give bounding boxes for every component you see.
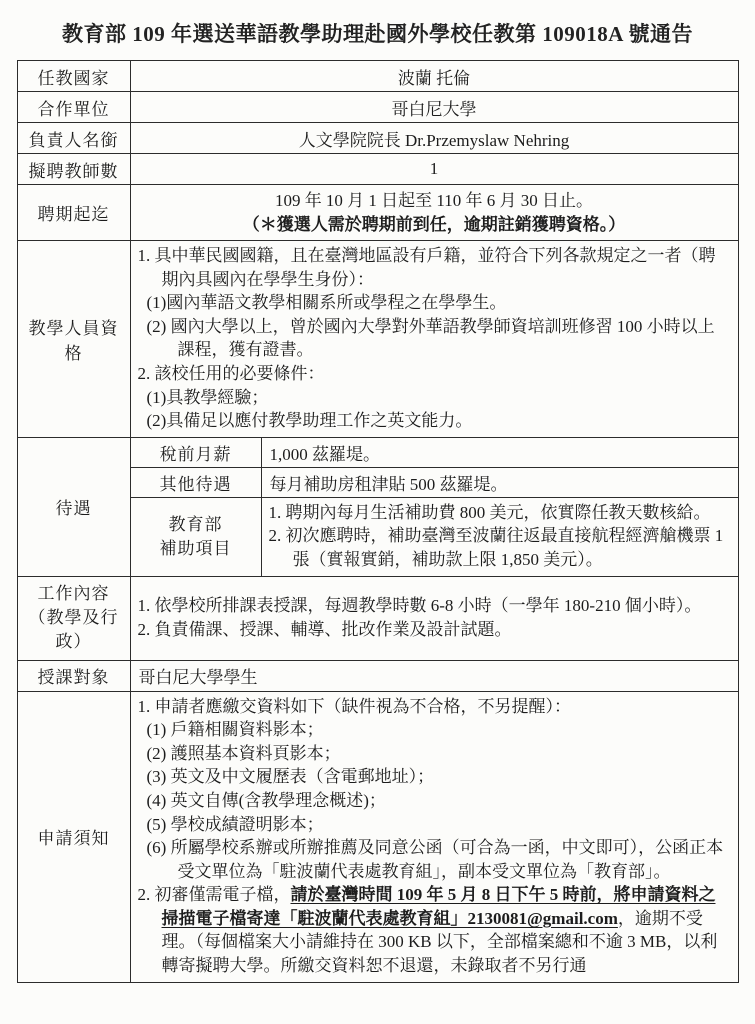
text-run: (2) 護照基本資料頁影本； bbox=[146, 743, 341, 763]
contact-value: 人文學院院長 Dr.Przemyslaw Nehring bbox=[130, 123, 738, 154]
moe-subsidy-label bbox=[130, 497, 261, 576]
text-run: (2)具備足以應付教學助理工作之英文能力。 bbox=[146, 411, 473, 431]
row-positions bbox=[17, 154, 738, 185]
list-line bbox=[147, 813, 731, 837]
partner-value: 哥白尼大學 bbox=[130, 92, 738, 123]
partner-label: 合作單位 bbox=[17, 92, 130, 123]
text-run: (2) 國內大學以上，曾於國內大學對外華語教學師資培訓班修習 100 小時以上課程，獲有證書。 bbox=[146, 316, 715, 360]
row-benefits-salary bbox=[17, 437, 738, 467]
audience-value: 哥白尼大學學生 bbox=[130, 660, 738, 691]
list-line bbox=[138, 695, 731, 719]
list-line bbox=[147, 765, 731, 789]
period-dates: 109 年 10 月 1 日起至 110 年 6 月 30 日止。 bbox=[274, 190, 594, 210]
moe-subsidy-label-line2: 補助項目 bbox=[159, 538, 232, 558]
period-note: （＊獲選人需於聘期前到任，逾期註銷獲聘資格。） bbox=[242, 214, 626, 234]
qualifications-label: 教學人員資格 bbox=[17, 241, 130, 438]
text-run: (5) 學校成績證明影本； bbox=[146, 814, 324, 834]
text-run: 2. 該校任用的必要條件： bbox=[137, 363, 325, 383]
text-run: 2. 負責備課、授課、輔導、批改作業及設計試題。 bbox=[137, 619, 512, 639]
benefits-label: 待遇 bbox=[17, 437, 130, 576]
list-line bbox=[147, 718, 731, 742]
contact-label: 負責人名銜 bbox=[17, 123, 130, 154]
period-label: 聘期起迄 bbox=[17, 185, 130, 241]
text-run: 請於臺灣時間 109 年 5 月 8 日下午 5 時前，將申請資料之掃描電子檔寄達「駐波蘭代表處教育組」2130081@gmail.com bbox=[161, 885, 716, 928]
row-period bbox=[17, 185, 738, 241]
text-run: (4) 英文自傳(含教學理念概述)； bbox=[146, 790, 386, 810]
period-value bbox=[130, 185, 738, 241]
salary-value: 1,000 茲羅堤。 bbox=[261, 437, 738, 467]
positions-label: 擬聘教師數 bbox=[17, 154, 130, 185]
row-duties bbox=[17, 576, 738, 660]
list-line bbox=[138, 594, 731, 618]
list-line bbox=[269, 501, 731, 525]
moe-subsidy-content bbox=[261, 497, 738, 576]
row-audience bbox=[17, 660, 738, 691]
notes-label: 申請須知 bbox=[17, 691, 130, 982]
text-run: 1. 依學校所排課表授課，每週教學時數 6-8 小時（一學年 180-210 個小時）。 bbox=[137, 595, 702, 615]
text-run: (6) 所屬學校系辦或所辦推薦及同意公函（可合為一函，中文即可），公函正本受文單位為「駐波蘭代表處教育組」，副本受文單位為「教育部」。 bbox=[146, 838, 724, 881]
row-notes bbox=[17, 691, 738, 982]
list-line bbox=[138, 244, 731, 291]
list-line bbox=[269, 524, 731, 571]
duties-label bbox=[17, 576, 130, 660]
list-line bbox=[147, 789, 731, 813]
text-run: (3) 英文及中文履歷表（含電郵地址）； bbox=[146, 767, 435, 787]
row-partner bbox=[17, 92, 738, 123]
text-run: 1. 聘期內每月生活補助費 800 美元，依實際任教天數核給。 bbox=[268, 502, 711, 522]
announcement-table bbox=[17, 60, 739, 983]
text-run: 1. 具中華民國國籍，且在臺灣地區設有戶籍，並符合下列各款規定之一者（聘期內具國內在學學生身份）： bbox=[137, 246, 716, 289]
page-title: 教育部 109 年選送華語教學助理赴國外學校任教第 109018A 號通告 bbox=[61, 22, 693, 46]
moe-subsidy-label-line1: 教育部 bbox=[168, 514, 223, 534]
text-run: (1)國內華語文教學相關系所或學程之在學學生。 bbox=[146, 293, 507, 313]
list-line bbox=[138, 362, 731, 386]
list-line bbox=[147, 291, 731, 315]
text-run: (1) 戶籍相關資料影本； bbox=[146, 720, 324, 740]
list-line bbox=[147, 836, 731, 883]
salary-label: 稅前月薪 bbox=[130, 437, 261, 467]
text-run: 1. 申請者應繳交資料如下（缺件視為不合格，不另提醒）： bbox=[137, 696, 571, 716]
audience-label: 授課對象 bbox=[17, 660, 130, 691]
other-benefits-label: 其他待遇 bbox=[130, 467, 261, 497]
country-label: 任教國家 bbox=[17, 61, 130, 92]
list-line bbox=[147, 409, 731, 433]
qualifications-content bbox=[130, 241, 738, 438]
country-value: 波蘭 托倫 bbox=[130, 61, 738, 92]
row-qualifications bbox=[17, 241, 738, 438]
list-line bbox=[147, 742, 731, 766]
positions-value: 1 bbox=[130, 154, 738, 185]
duties-label-line2: （教學及行政） bbox=[28, 608, 119, 652]
list-line bbox=[147, 386, 731, 410]
notes-content bbox=[130, 691, 738, 982]
row-country bbox=[17, 61, 738, 92]
other-benefits-value: 每月補助房租津貼 500 茲羅堤。 bbox=[261, 467, 738, 497]
list-line bbox=[138, 618, 731, 642]
text-run: 2. 初審僅需電子檔， bbox=[137, 885, 291, 905]
text-run: ，逾期不受理。（每個檔案大小請維持在 300 KB 以下，全部檔案總和不逾 3 MB，以利轉寄擬聘大學。所繳交資料恕不退還，未錄取者不另行通 bbox=[161, 908, 718, 976]
list-line bbox=[147, 315, 731, 362]
row-contact bbox=[17, 123, 738, 154]
list-line bbox=[138, 883, 731, 977]
text-run: (1)具教學經驗； bbox=[146, 387, 269, 407]
text-run: 2. 初次應聘時，補助臺灣至波蘭往返最直接航程經濟艙機票 1 張（實報實銷，補助款上限 1,850 美元）。 bbox=[268, 526, 724, 569]
duties-label-line1: 工作內容 bbox=[37, 584, 110, 604]
duties-content bbox=[130, 576, 738, 660]
